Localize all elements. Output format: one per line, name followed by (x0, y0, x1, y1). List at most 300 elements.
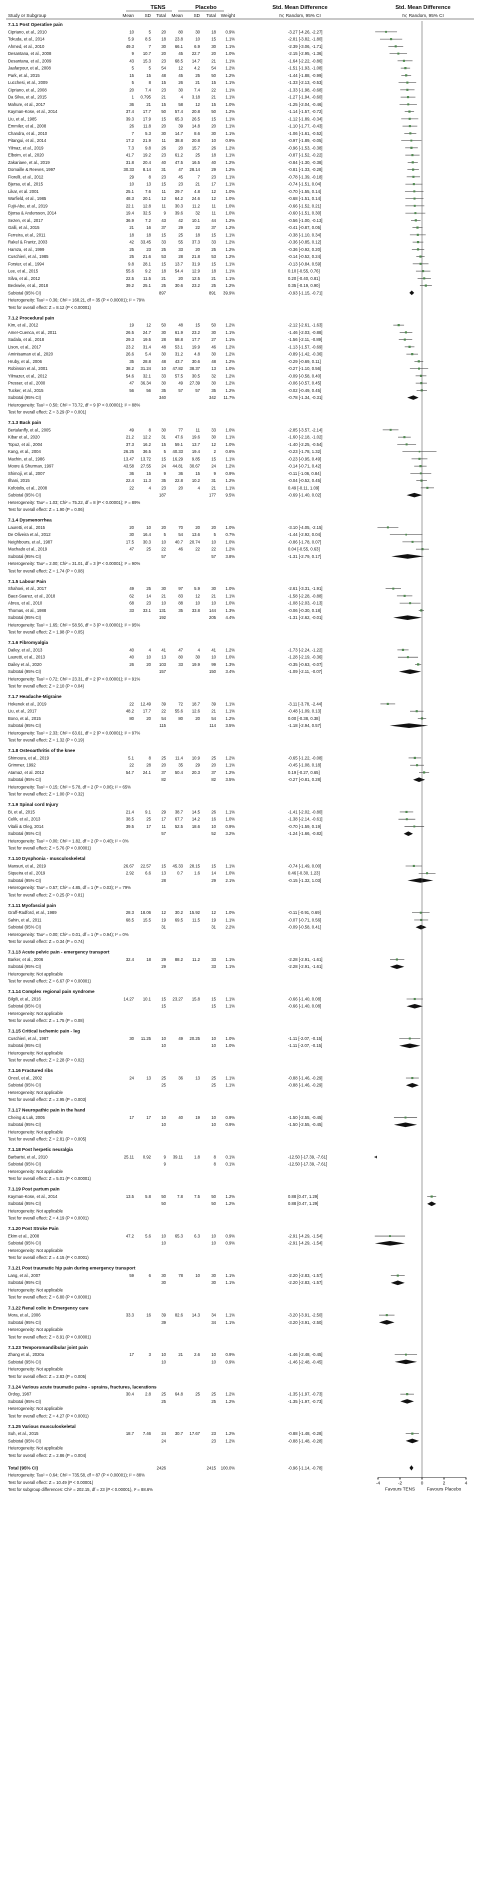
study-value: 22 (211, 546, 216, 552)
study-value: 0.7% (225, 532, 235, 538)
study-point (406, 443, 408, 445)
overall-effect-text: Test for overall effect: Z = 1.75 (P = 0.08) (8, 1018, 84, 1024)
study-ci: -1.44 [-1.88, -0.99] (288, 72, 323, 78)
study-value: 1.2% (225, 254, 235, 259)
study-value: 10 (161, 366, 166, 372)
study-name: Elboim, et al., 2020 (8, 152, 44, 158)
study-value: 17.67 (189, 1431, 200, 1437)
study-value: 10 (161, 539, 166, 545)
study-value: 9 (163, 210, 166, 216)
overall-effect-text: Test for overall effect: Z = 1.74 (P = 0.08) (8, 568, 84, 574)
overall-effect-text: Test for overall effect: Z = 2.95 (P = 0.003) (8, 1097, 87, 1103)
study-value: 14.2 (191, 816, 200, 822)
study-value: 1.2% (225, 463, 235, 469)
study-value: 11 (161, 203, 166, 209)
study-value: 30 (129, 1035, 134, 1041)
study-value: 1.2% (225, 145, 235, 151)
study-value: 23.2 (125, 344, 134, 350)
overall-effect-text: Test for overall effect: Z = 1.32 (P = 0.19) (8, 737, 84, 743)
study-value: 3.18 (191, 94, 200, 100)
study-value: 11 (161, 823, 166, 829)
study-ci: -1.12 [-1.89, -0.34] (288, 116, 323, 122)
subtotal-placebo-total: 29 (211, 877, 216, 883)
study-ci: -0.87 [-1.52, -0.22] (288, 152, 323, 158)
study-value: 26.5 (125, 329, 134, 335)
subtotal-diamond (390, 964, 404, 969)
study-value: 7.8 (177, 1193, 183, 1199)
subtotal-label: Subtotal (95% CI) (8, 1003, 42, 1009)
study-value: 19.5 (142, 337, 151, 343)
subtotal-weight: 3.4% (225, 669, 235, 675)
study-value: 1.0% (225, 188, 235, 194)
study-value: 15 (211, 261, 216, 267)
study-point (414, 198, 416, 200)
study-value: 1.1% (225, 174, 235, 180)
study-value: 38.2 (125, 366, 134, 372)
study-value: 11 (195, 427, 200, 433)
subtotal-weight: 2.1% (225, 877, 235, 883)
study-value: 30 (161, 586, 166, 592)
study-value: 57.4 (174, 109, 183, 114)
study-ci: -1.27 [-1.94, -0.60] (288, 94, 323, 100)
study-point (411, 1433, 413, 1435)
study-point (417, 248, 419, 250)
subtotal-diamond (409, 291, 414, 296)
study-value: 36.34 (140, 380, 151, 386)
study-value: 40 (129, 647, 134, 653)
study-value: 7.5 (194, 1193, 200, 1199)
study-value: 43.58 (123, 463, 134, 469)
study-ci: -0.41 [-0.87, 0.05] (288, 225, 322, 230)
study-value: 2.6 (194, 1352, 200, 1358)
study-value: 80 (178, 654, 183, 660)
study-value: 35 (161, 387, 166, 393)
study-value: 64.2 (174, 196, 183, 201)
study-value: 18 (161, 36, 166, 42)
subtotal-placebo-total: 10 (211, 1240, 216, 1246)
study-value: 72 (178, 701, 183, 707)
study-value: 31 (161, 434, 166, 440)
study-value: 11.2 (192, 956, 200, 962)
subgroup-title: 7.1.9 Spinal cord Injury (8, 802, 59, 808)
study-ci: -1.50 [-2.55, -0.45] (288, 1114, 323, 1120)
subtotal-label: Subtotal (95% CI) (8, 1240, 42, 1246)
study-value: 17.7 (191, 337, 200, 343)
subtotal-label: Subtotal (95% CI) (8, 1161, 42, 1167)
subtotal-ci: 0.88 [0.47, 1.29] (288, 1201, 319, 1207)
study-value: 56 (146, 387, 151, 393)
study-value: 4 (148, 485, 151, 491)
overall-test: Test for overall effect: Z = 10.49 (P < 0.00001) (8, 1479, 94, 1485)
study-value: 2.92 (125, 870, 134, 876)
subgroup-title: 7.1.4 Dysmenorrhea (8, 517, 52, 523)
study-value: 23 (161, 58, 166, 64)
study-value: 38.5 (125, 816, 134, 822)
study-value: 5.9 (194, 586, 200, 592)
study-value: 22 (129, 485, 134, 491)
study-value: 12 (211, 196, 216, 201)
study-value: 46 (178, 546, 183, 552)
study-value: 18 (146, 956, 151, 962)
study-name: Cuschieri, et al., 1985 (8, 254, 49, 259)
subtotal-label: Subtotal (95% CI) (8, 877, 42, 883)
study-name: Bono, et al., 2015 (8, 715, 41, 721)
study-name: Desantana, et al., 2008 (8, 51, 52, 56)
subtotal-ci: -1.31 [-2.79, 0.17] (288, 553, 322, 559)
study-value: 30 (161, 380, 166, 386)
heterogeneity-text: Heterogeneity: Tau² = 1.65; Chi² = 58.56, df = 3 (P < 0.00001); I² = 95% (8, 622, 141, 628)
study-value: 4.8 (194, 351, 200, 357)
study-point (405, 811, 407, 813)
study-value: 12.6 (191, 708, 200, 714)
heterogeneity-text: Heterogeneity: Tau² = 0.00; Chi² = 0.01, df = 1 (P = 0.94); I² = 0% (8, 931, 129, 937)
study-value: 15.8 (191, 996, 200, 1002)
study-ci: -1.33 [-2.13, -0.53] (288, 80, 323, 85)
study-value: 17 (129, 1352, 134, 1358)
study-value: 5 (131, 80, 134, 85)
study-value: 1.3% (225, 607, 235, 613)
study-name: Atamaz, et al. 2012 (8, 769, 45, 775)
study-value: 47.82 (172, 366, 183, 372)
subtotal-ci: -12.50 [-17.39, -7.61] (288, 1161, 328, 1167)
study-value: 20 (211, 51, 216, 56)
study-value: 15 (146, 72, 151, 78)
study-value: 47.5 (174, 159, 183, 165)
study-value: 5.4 (145, 351, 151, 357)
study-value: 62 (129, 593, 134, 599)
study-point (412, 176, 414, 178)
subgroup-title: 7.1.18 Post herpetic neuralgia (8, 1147, 73, 1153)
study-name: Siqueira et al., 2019 (8, 870, 46, 876)
study-value: 29 (161, 956, 166, 962)
subtotal-weight: 9.5% (225, 492, 235, 498)
study-value: 6.6 (145, 870, 151, 876)
study-value: 47 (129, 380, 134, 386)
study-value: 1.2% (225, 167, 235, 172)
study-value: 20 (195, 524, 200, 530)
study-ci: -1.38 [-2.14, -0.61] (288, 816, 323, 822)
study-value: 12 (211, 910, 216, 916)
study-value: 4 (197, 485, 200, 491)
study-name: Beckwée, et al., 2018 (8, 283, 49, 288)
study-value: 20 (161, 762, 166, 768)
subtotal-tens-total: 10 (161, 1359, 166, 1365)
study-name: Tokuda, et al., 2014 (8, 36, 45, 42)
study-ci: -0.23 [-0.95, 0.49] (288, 456, 322, 462)
subtotal-weight: 3.2% (225, 831, 235, 837)
overall-effect-text: Test for overall effect: Z = 0.25 (P = 0.81) (8, 892, 84, 898)
column-header: Mean (122, 13, 134, 18)
study-point (416, 764, 418, 766)
study-value: 20.8 (191, 109, 200, 114)
study-value: 29 (161, 809, 166, 815)
subtotal-diamond (394, 1122, 417, 1127)
study-value: 11 (161, 138, 166, 143)
study-value: 1.1% (225, 152, 235, 158)
study-value: 22 (161, 708, 166, 714)
study-point (387, 526, 389, 528)
study-value: 17 (129, 1114, 134, 1120)
study-value: 5.3 (145, 130, 151, 136)
subtotal-label: Subtotal (95% CI) (8, 492, 42, 498)
study-value: 45 (178, 51, 183, 56)
study-value: 19.4 (191, 449, 200, 455)
study-value: 25 (211, 283, 216, 288)
study-value: 42 (129, 239, 134, 245)
study-value: 28 (161, 337, 166, 343)
study-value: 49.3 (125, 43, 134, 49)
total-weight: 100.0% (220, 1465, 235, 1471)
study-value: 9 (163, 1154, 166, 1160)
study-value: 20 (211, 524, 216, 530)
subgroup-title: 7.1.22 Renal colic in Emergency care (8, 1305, 89, 1311)
subtotal-weight: 3.8% (225, 553, 235, 559)
study-value: 30 (211, 351, 216, 357)
favours-tens-label: Favours TENS (384, 1486, 416, 1492)
study-value: 50 (161, 109, 166, 114)
study-ci: -1.40 [-2.25, -0.54] (288, 441, 323, 447)
study-value: 24 (161, 1431, 166, 1437)
heterogeneity-text: Heterogeneity: Not applicable (8, 1406, 63, 1412)
subtotal-diamond (406, 1083, 419, 1088)
study-name: Cuschieri, et al., 1987 (8, 1035, 49, 1041)
smd-plot-title: Std. Mean Difference (395, 5, 451, 11)
study-value: 20 (161, 29, 166, 35)
study-value: 21 (211, 275, 216, 281)
subgroup-title: 7.1.19 Post partum pain (8, 1186, 60, 1192)
study-value: 19.2 (142, 152, 151, 158)
study-value: 21 (129, 225, 134, 230)
subtotal-weight: 1.1% (225, 1082, 235, 1088)
study-ci: -1.51 [-1.93, -1.08] (288, 65, 323, 71)
study-point (409, 132, 411, 134)
study-value: 1.1% (225, 58, 235, 64)
study-value: 37 (161, 769, 166, 775)
study-ci: -1.13 [-1.57, -0.69] (288, 344, 323, 350)
study-value: 1.1% (225, 809, 235, 815)
study-value: 13 (211, 366, 216, 372)
study-name: Park, et al., 2015 (8, 72, 40, 78)
study-point (417, 663, 419, 665)
study-value: 1.0% (225, 366, 235, 372)
study-ci: -0.66 [-1.52, 0.21] (288, 203, 322, 209)
study-name: Yilmaz, et al., 2019 (8, 145, 44, 151)
subtotal-weight: 1.1% (225, 1319, 235, 1325)
study-value: 1.2% (225, 351, 235, 357)
column-header: SD (193, 13, 200, 18)
study-value: 48 (178, 322, 183, 328)
study-point (411, 353, 413, 355)
subgroup-title: 7.1.1 Post Operative pain (8, 22, 63, 27)
study-value: 10 (211, 1114, 216, 1120)
subtotal-diamond (399, 669, 421, 674)
study-value: 29 (211, 167, 216, 172)
study-value: 21 (195, 181, 200, 187)
study-value: 34 (211, 1312, 216, 1318)
study-value: 1.1% (225, 956, 235, 962)
study-name: Pitangui, et al., 2014 (8, 138, 47, 143)
study-value: 30 (211, 1272, 216, 1278)
overall-effect-text: Test for overall effect: Z = 4.15 (P < 0.0001) (8, 1255, 89, 1261)
study-value: 10 (211, 1035, 216, 1041)
study-value: 31.8 (125, 159, 134, 165)
study-value: 10 (161, 1035, 166, 1041)
study-value: 14.5 (191, 809, 200, 815)
heterogeneity-text: Heterogeneity: Not applicable (8, 1445, 63, 1451)
subtotal-diamond (406, 1439, 419, 1444)
study-value: 29 (178, 225, 183, 230)
study-name: Bilgili, et al., 2016 (8, 996, 41, 1002)
study-value: 1.1% (225, 232, 235, 238)
study-value: 5.6 (145, 1233, 151, 1239)
study-value: 9.85 (191, 456, 200, 462)
study-value: 1.0% (225, 210, 235, 216)
study-value: 33 (178, 246, 183, 252)
study-value: 131 (159, 607, 166, 613)
study-value: 18 (195, 232, 200, 238)
subtotal-tens-total: 187 (159, 492, 166, 498)
study-value: 55.6 (125, 268, 134, 274)
study-point (406, 89, 408, 91)
study-value: 15 (161, 80, 166, 85)
study-value: 26.6 (125, 351, 134, 357)
study-name: Ferreira, et al., 2011 (8, 232, 46, 238)
study-value: 31 (211, 478, 216, 484)
study-point (420, 480, 422, 482)
subtotal-weight: 0.9% (225, 1240, 235, 1246)
study-value: 27 (211, 337, 216, 343)
study-value: 36.9 (125, 217, 134, 223)
study-value: 21 (161, 94, 166, 100)
ci-arrow (374, 1156, 377, 1159)
study-value: 18.7 (191, 701, 200, 707)
subtotal-tens-total: 897 (159, 290, 166, 296)
study-value: 23.27 (172, 996, 183, 1002)
study-value: 8 (148, 80, 151, 85)
study-value: 10 (211, 600, 216, 606)
study-ci: -1.28 [-2.19, -0.36] (288, 654, 323, 660)
study-point (418, 368, 420, 370)
study-name: Machin, et al., 1986 (8, 456, 45, 462)
overall-effect-text: Test for overall effect: Z = 2.28 (P = 0.02) (8, 1057, 84, 1063)
study-value: 5.9 (128, 36, 134, 42)
study-value: 26.5 (191, 116, 200, 122)
study-value: 19 (211, 917, 216, 923)
study-value: 41.7 (125, 152, 134, 158)
study-value: 25 (178, 232, 183, 238)
study-ci: 0.35 [-0.19, 0.90] (288, 283, 320, 288)
study-point (406, 818, 408, 820)
study-point (421, 548, 423, 550)
study-point (390, 38, 392, 40)
study-point (423, 277, 425, 279)
study-value: 21 (161, 275, 166, 281)
study-value: 8.6 (194, 130, 200, 136)
study-value: 1.0% (225, 1035, 235, 1041)
study-value: 14 (146, 593, 151, 599)
study-name: Neighbours, et al., 1987 (8, 539, 53, 545)
subtotal-placebo-total: 8 (213, 1161, 216, 1167)
study-value: 5 (163, 449, 166, 455)
subtotal-label: Subtotal (95% CI) (8, 1122, 42, 1128)
heterogeneity-text: Heterogeneity: Tau² = 1.03; Chi² = 75.22, df = 8 (P < 0.00001); I² = 89% (8, 499, 141, 505)
study-ci: -0.96 [-1.53, -0.38] (288, 145, 323, 151)
study-ci: -0.36 [-0.85, 0.12] (288, 239, 322, 245)
study-value: 1.2% (225, 159, 235, 165)
study-ci: -0.13 [-0.84, 0.59] (288, 261, 322, 267)
study-value: 97 (178, 586, 183, 592)
study-value: 10 (195, 600, 200, 606)
study-name: Mahure, et al., 2017 (8, 101, 46, 107)
study-value: 54 (178, 532, 183, 538)
study-point (419, 256, 421, 258)
study-ci: -0.97 [-1.89, -0.05] (288, 138, 323, 143)
study-value: 80 (178, 715, 183, 721)
study-value: 65.3 (174, 116, 183, 122)
study-value: 37.3 (125, 441, 134, 447)
study-value: 45 (178, 174, 183, 180)
subgroup-title: 7.1.10 Dysphonia - musculoskeletal (8, 856, 86, 862)
study-value: 49 (129, 427, 134, 433)
subtotal-placebo-total: 205 (209, 615, 216, 621)
subtotal-tens-total: 57 (161, 831, 166, 837)
study-point (419, 465, 421, 467)
study-value: 40 (161, 159, 166, 165)
subtotal-ci: -0.88 [-1.46, -0.29] (288, 1082, 323, 1088)
study-value: 12 (195, 101, 200, 107)
study-value: 19 (129, 322, 134, 328)
study-value: 1.2% (225, 239, 235, 245)
study-value: 24.7 (142, 329, 151, 335)
study-value: 0.9% (225, 1352, 235, 1358)
column-header: SD (144, 13, 151, 18)
study-point (431, 1195, 433, 1197)
study-value: 13 (146, 181, 151, 187)
study-value: 80 (129, 715, 134, 721)
study-ci: -0.23 [-1.78, 1.32] (288, 449, 322, 455)
subtotal-diamond (395, 1360, 417, 1365)
study-name: Aminisaman et al., 2020 (8, 351, 53, 357)
study-value: 7.2 (145, 217, 151, 223)
study-value: 23 (161, 485, 166, 491)
study-value: 35 (178, 762, 183, 768)
study-ci: -2.85 [-3.57, -2.14] (288, 427, 323, 433)
study-value: 21 (195, 80, 200, 85)
study-point (385, 31, 387, 33)
study-ci: -1.46 [-2.48, -0.45] (288, 1352, 323, 1358)
subgroup-title: 7.1.8 Osteoarthritis of the knee (8, 748, 76, 754)
study-point (422, 270, 424, 272)
study-value: 30 (211, 43, 216, 49)
study-value: 2.8 (145, 1391, 151, 1397)
study-value: 22 (129, 762, 134, 768)
study-value: 32 (211, 373, 216, 379)
study-value: 43.7 (174, 358, 183, 364)
study-ci: 0.10 [-0.55, 0.76] (288, 268, 320, 274)
study-value: 1.1% (225, 762, 235, 768)
study-value: 57 (195, 387, 200, 393)
study-point (406, 1393, 408, 1395)
study-value: 0.9% (225, 138, 235, 143)
study-point (414, 757, 416, 759)
x-tick-label: 0 (420, 1480, 424, 1486)
study-value: 8.14 (142, 167, 151, 172)
study-name: Ilhani, 2015 (8, 478, 30, 484)
study-value: 48 (211, 358, 216, 364)
study-value: 40.7 (174, 539, 183, 545)
subtotal-diamond (390, 723, 429, 728)
study-value: 15 (195, 322, 200, 328)
